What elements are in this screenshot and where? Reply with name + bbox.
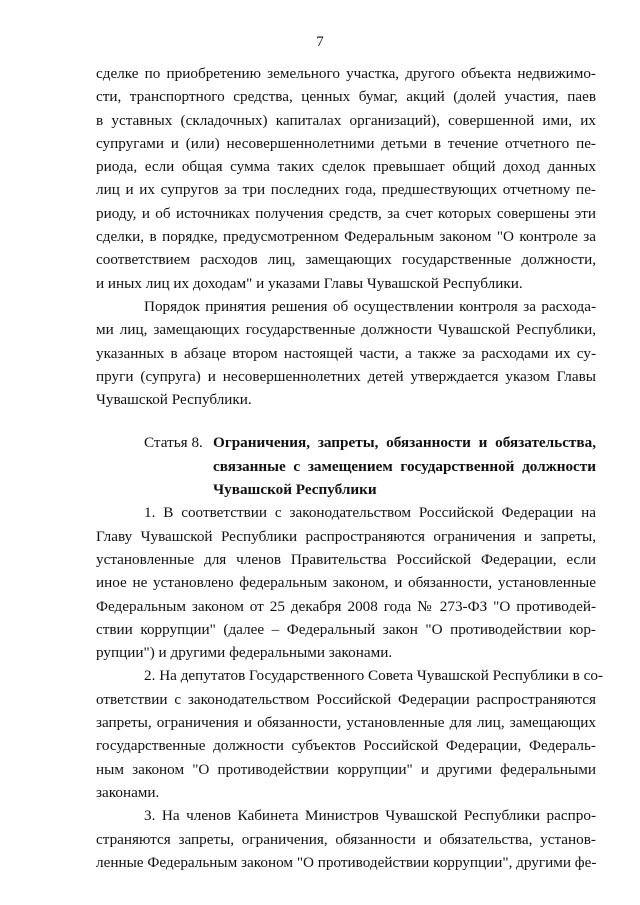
paragraph-2: [96, 295, 596, 411]
text-line: Чувашской Республики.: [96, 391, 252, 409]
text-line: лиц и их супругов за три последних года, предшествующих отчетному пе-: [96, 181, 596, 199]
text-line: сделки, в порядке, предусмотренном Федеральным законом "О контроле за: [96, 228, 596, 246]
text-line: супругами и (или) несовершеннолетними детьми в течение отчетного пе-: [96, 134, 596, 152]
page-number: 7: [316, 34, 324, 50]
text-line: ствии коррупции" (далее – Федеральный закон "О противодействии кор-: [96, 620, 596, 638]
text-line: установленные для членов Правительства Российской Федерации, если: [96, 550, 596, 568]
text-line: ным законом "О противодействии коррупции" и другими федеральными: [96, 760, 596, 778]
section-gap: [96, 411, 596, 431]
text-line: ответствии с законодательством Российской Федерации распространяются: [96, 690, 596, 708]
text-line: Главу Чувашской Республики распространяются ограничения и запреты,: [96, 527, 596, 545]
text-line: 2. На депутатов Государственного Совета Чувашской Республики в со-: [144, 667, 603, 685]
text-line: иное не установлено федеральным законом, и обязанности, установленные: [96, 574, 596, 592]
text-line: законами.: [96, 783, 160, 801]
article-title-line: Чувашской Республики: [213, 481, 377, 499]
text-line: государственные должности субъектов Российской Федерации, Федераль-: [96, 737, 596, 755]
paragraph-3: [96, 501, 596, 664]
text-line: и иных лиц их доходам" и указами Главы Чувашской Республики.: [96, 274, 523, 292]
text-line: указанных в абзаце втором настоящей части, а также за расходами их су-: [96, 344, 596, 362]
text-line: 3. На членов Кабинета Министров Чувашской Республики распро-: [144, 807, 596, 825]
text-line: страняются запреты, ограничения, обязанности и обязательства, установ-: [96, 830, 596, 848]
text-line: риоду, и об источниках получения средств, за счет которых совершены эти: [96, 204, 596, 222]
article-number: Статья 8.: [144, 434, 203, 452]
text-line: 1. В соответствии с законодательством Российской Федерации на: [144, 504, 596, 522]
text-line: рупции") и другими федеральными законами.: [96, 644, 393, 662]
text-line: в уставных (складочных) капиталах организаций), совершенной ими, их: [96, 111, 596, 129]
text-line: Порядок принятия решения об осуществлении контроля за расхода-: [144, 297, 596, 315]
text-line: запреты, ограничения и обязанности, установленные для лиц, замещающих: [96, 714, 596, 732]
article-title-line: связанные с замещением государственной должности: [213, 457, 596, 475]
paragraph-1: [96, 62, 596, 295]
text-line: ми лиц, замещающих государственные должности Чувашской Республики,: [96, 321, 596, 339]
paragraph-5: [96, 804, 596, 874]
text-line: соответствием расходов лиц, замещающих государственные должности,: [96, 251, 596, 269]
text-line: ленные Федеральным законом "О противодействии коррупции", другими фе-: [96, 853, 597, 871]
document-body: [96, 62, 603, 874]
text-line: сти, транспортного средства, ценных бумаг, акций (долей участия, паев: [96, 88, 596, 106]
article-heading: [96, 431, 596, 501]
text-line: пруги (супруга) и несовершеннолетних детей утверждается указом Главы: [96, 367, 596, 385]
article-title-line: Ограничения, запреты, обязанности и обязательства,: [213, 434, 596, 452]
text-line: риода, если общая сумма таких сделок превышает общий доход данных: [96, 158, 596, 176]
text-line: сделке по приобретению земельного участка, другого объекта недвижимо-: [96, 65, 596, 82]
text-line: Федеральным законом от 25 декабря 2008 года № 273-ФЗ "О противодей-: [96, 597, 596, 615]
paragraph-4: [96, 664, 603, 804]
